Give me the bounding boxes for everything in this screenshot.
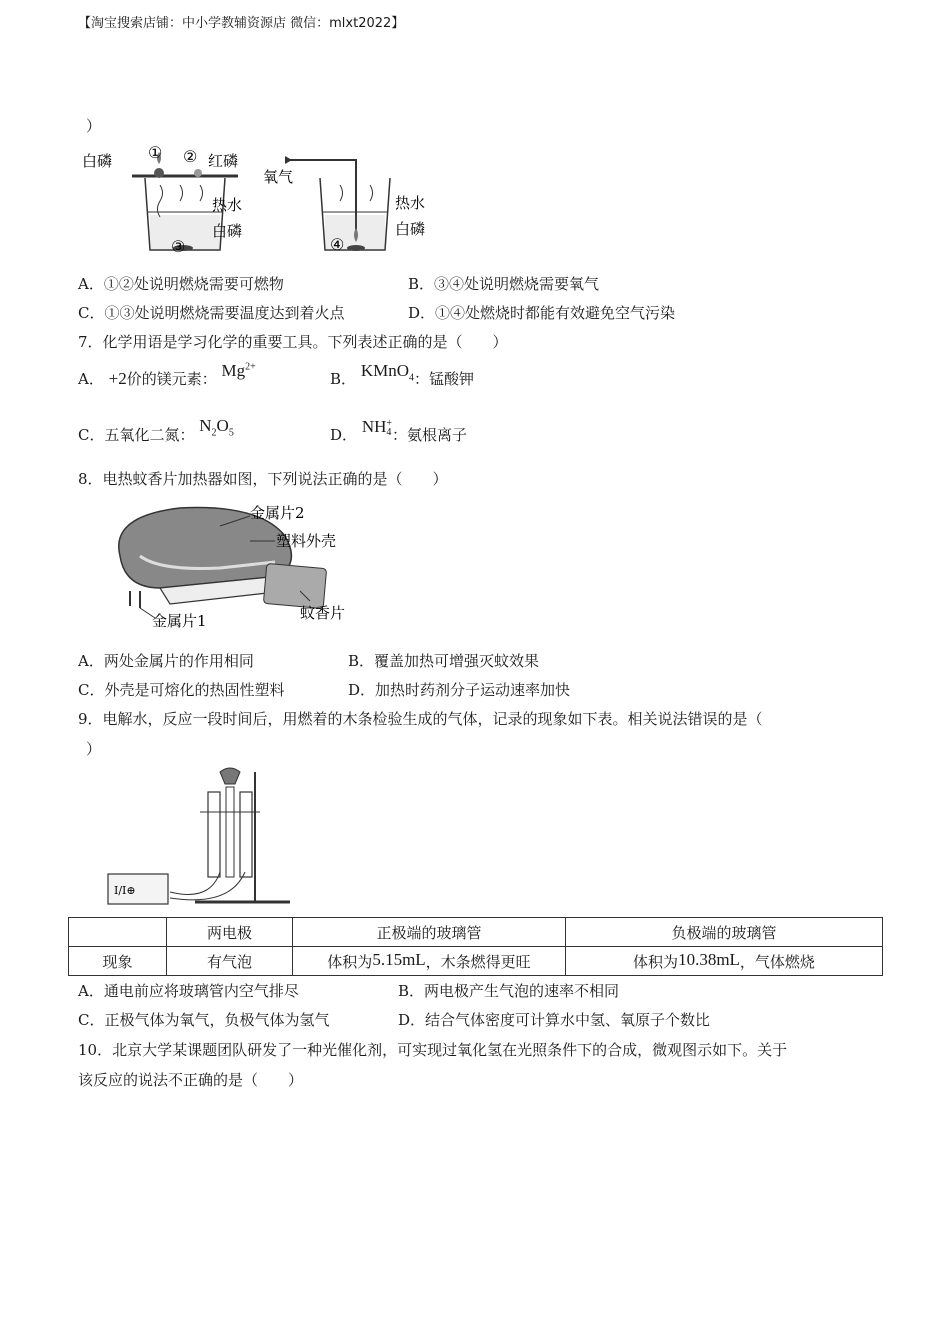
q8-option-d: D．加热时药剂分子运动速率加快	[348, 681, 571, 699]
q7-option-d: D． NH + 4 ：氨根离子	[330, 417, 468, 444]
label-shell: 塑料外壳	[276, 532, 337, 550]
label-hot-water: 热水	[212, 196, 243, 214]
label-mosquito: 蚊香片	[300, 604, 346, 622]
table-header-cell: 负极端的玻璃管	[566, 918, 883, 947]
q7-stem: 7．化学用语是学习化学的重要工具。下列表述正确的是（ ）	[78, 333, 508, 351]
q6-option-b: B．③④处说明燃烧需要氧气	[408, 275, 600, 293]
label-white-p2: 白磷	[212, 222, 243, 240]
q9-option-b: B．两电极产生气泡的速率不相同	[398, 982, 620, 1000]
label-metal1: 金属片1	[152, 612, 207, 630]
q6-stem-tail: ）	[86, 117, 102, 135]
q6-option-d: D．①④处燃烧时都能有效避免空气污染	[408, 304, 676, 322]
q10-stem-line2: 该反应的说法不正确的是（ ）	[78, 1071, 304, 1089]
label-oxygen: 氧气	[263, 168, 294, 186]
tube-left	[208, 792, 220, 877]
red-phosphorus	[194, 169, 202, 177]
table-cell: 现象	[69, 947, 167, 976]
q9-option-a: A．通电前应将玻璃管内空气排尽	[78, 982, 299, 1000]
circle-3: ③	[171, 237, 186, 256]
table-cell: 有气泡	[167, 947, 293, 976]
q8-option-a: A．两处金属片的作用相同	[78, 652, 254, 670]
q9-figure	[100, 762, 300, 912]
valence-value: +2	[108, 369, 127, 388]
circle-4: ④	[330, 235, 345, 254]
circle-2: ②	[183, 147, 198, 166]
q8-option-b: B．覆盖加热可增强灭蚊效果	[348, 652, 540, 670]
label-hot-water2: 热水	[395, 194, 426, 212]
q7-option-a: A． +2价的镁元素： $Mg^{2+}$	[78, 361, 256, 388]
q6-option-c: C．①③处说明燃烧需要温度达到着火点	[78, 304, 345, 322]
tube-right	[240, 792, 252, 877]
q9-stem-tail: ）	[86, 740, 102, 758]
circle-1: ①	[148, 143, 163, 162]
table-header-cell: 两电极	[167, 918, 293, 947]
table-cell: 体积为10.38mL，气体燃烧	[566, 947, 883, 976]
q7-option-c: C．五氧化二氮： $N_2O_5$	[78, 416, 234, 444]
table-header-cell: 正极端的玻璃管	[293, 918, 566, 947]
label-metal2: 金属片2	[250, 504, 305, 522]
q9-option-d: D．结合气体密度可计算水中氢、氧原子个数比	[398, 1011, 711, 1029]
table-header-row	[69, 918, 883, 947]
q8-figure	[100, 496, 380, 636]
observation-table	[68, 917, 883, 976]
label-white-p3: 白磷	[395, 220, 426, 238]
table-row	[69, 947, 883, 976]
svg-text:I/I⊕: I/I⊕	[114, 884, 136, 897]
q9-option-c: C．正极气体为氧气，负极气体为氢气	[78, 1011, 330, 1029]
q6-figure	[80, 140, 450, 265]
q7-option-b: B． KMnO$_4$：锰酸钾	[330, 361, 474, 388]
white-phosphorus-1	[154, 168, 164, 178]
arrow-icon	[285, 156, 292, 164]
q8-stem: 8．电热蚊香片加热器如图，下列说法正确的是（ ）	[78, 470, 448, 488]
label-white-p: 白磷	[82, 152, 113, 170]
label-red-p: 红磷	[208, 152, 239, 170]
q10-stem-line1: 10．北京大学某课题团队研发了一种光催化剂，可实现过氧化氢在光照条件下的合成，微观图示如下。关于	[78, 1041, 788, 1059]
mosquito-tablet	[263, 563, 326, 608]
table-cell: 体积为5.15mL，木条燃得更旺	[293, 947, 566, 976]
q6-option-a: A．①②处说明燃烧需要可燃物	[78, 275, 284, 293]
q8-option-c: C．外壳是可熔化的热固性塑料	[78, 681, 285, 699]
table-header-cell	[69, 918, 167, 947]
page-header: 【淘宝搜索店铺：中小学教辅资源店 微信：mlxt2022】	[78, 16, 405, 31]
q9-stem: 9．电解水，反应一段时间后，用燃着的木条检验生成的气体，记录的现象如下表。相关说法错误的是（	[78, 710, 763, 728]
